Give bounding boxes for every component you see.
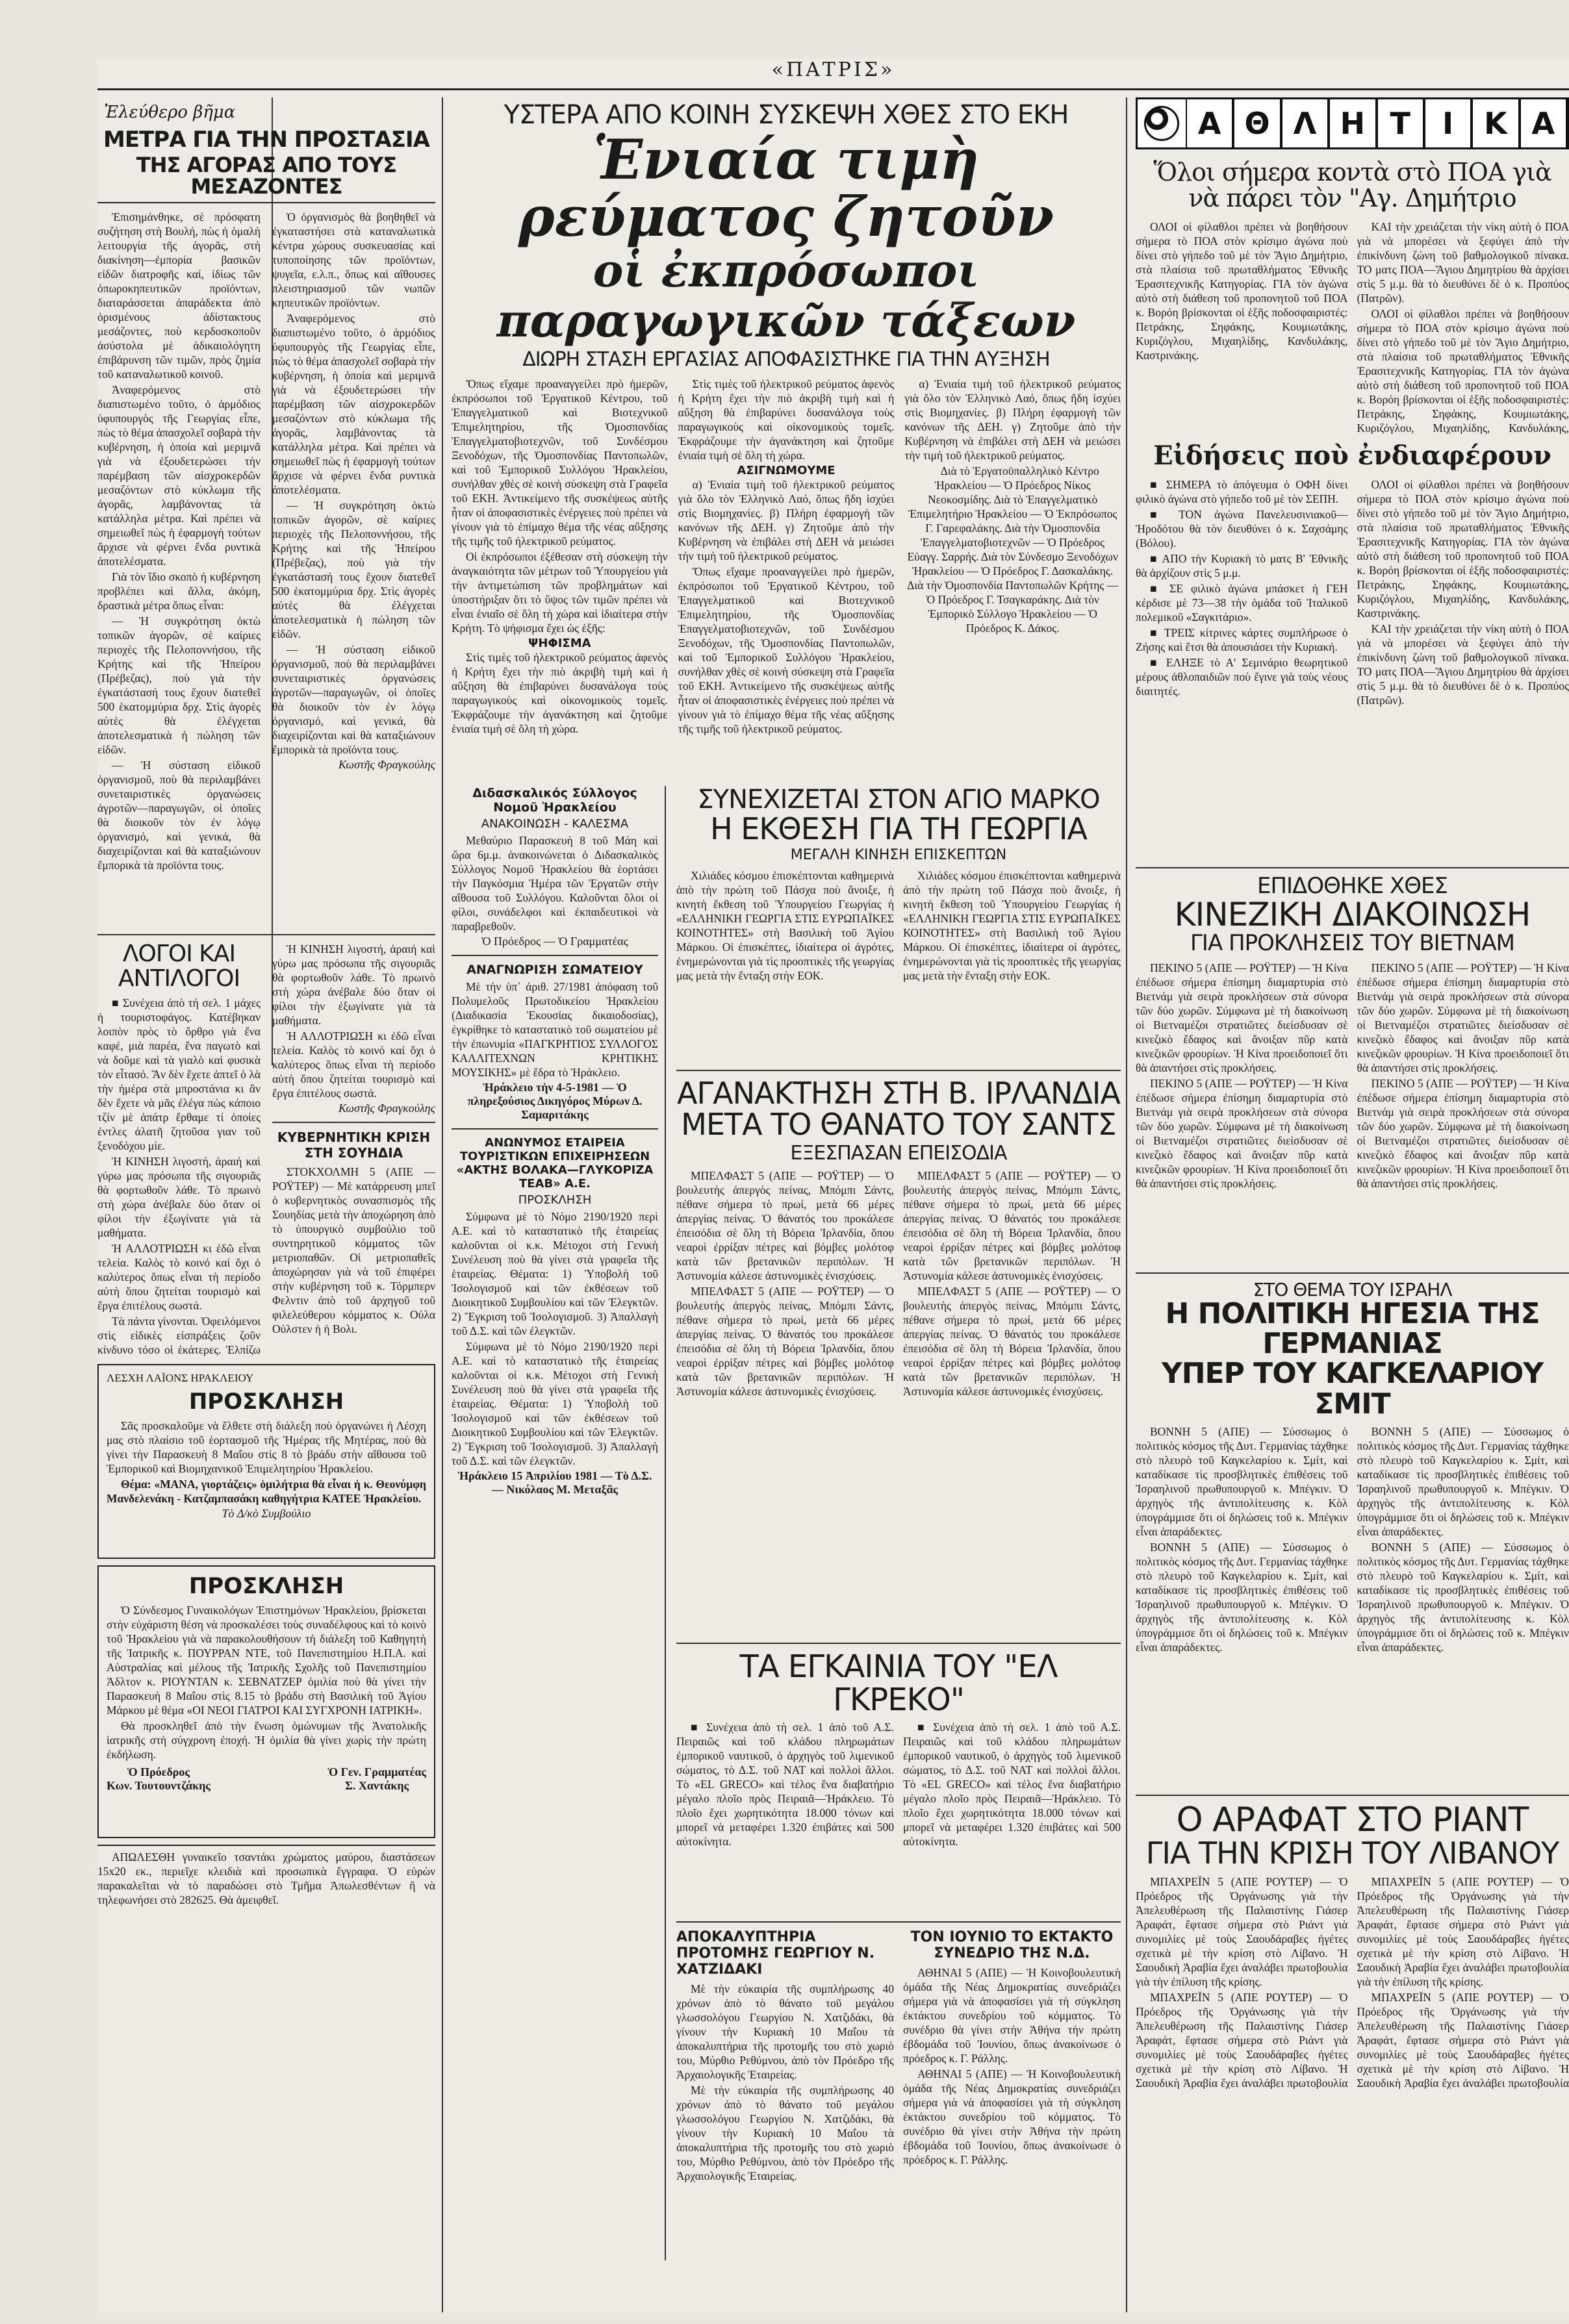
author-signature: Κωστῆς Φραγκούλης xyxy=(338,1101,435,1115)
news-item: ■ ΤΟΝ ἀγώνα Πανελευσινιακοῦ—Ἡροδότου θὰ τὸν διευθύνει ὁ κ. Σαχσάμης (Βόλου). xyxy=(1136,507,1348,549)
paragraph: Ἀναφερόμενος στὸ διαπιστωμένο τοῦτο, ὁ ἁρμόδιος ὑφυπουργὸς τῆς Γεωργίας εἶπε, πὼς τὸ θέμα ἀπασχολεῖ σοβαρὰ τὴν κυβέρνηση, ἡ ὁποία καὶ μεριμνᾶ γιὰ νὰ ἐξουδετερώσει τὴν παρέμβαση τῶν αἰσχροκερδῶν μεσαζόντων στὸ κύκλωμα τῆς ἀγορᾶς, λαμβάνοντας τὰ κατάλληλα μέτρα. Καὶ πρέπει νὰ σημειωθεῖ πὼς ἡ ἐφαρμογὴ τούτων ἄρχισε νὰ φέρνει ἔνδα ρυντικὰ ἀποτελέσματα. xyxy=(97,383,261,568)
paragraph: ΒΟΝΝΗ 5 (ΑΠΕ) — Σύσσωμος ὁ πολιτικὸς κόσμος τῆς Δυτ. Γερμανίας τάχθηκε στὸ πλευρὸ τοῦ Καγκελαρίου κ. Σμίτ, καὶ καταδίκασε τὶς προσβλητικὲς ἐπιθέσεις τοῦ Ἰσραηλινοῦ πρωθυπουργοῦ κ. Μπέγκιν. Ὁ ἀρχηγὸς τῆς ἀντιπολίτευσης κ. Κὸλ ὑπογράμμισε ὅτι οἱ δηλώσεις τοῦ κ. Μπέγκιν εἶναι ἀπαράδεκτες. xyxy=(1136,1540,1348,1654)
article-title: ΜΕΤΡΑ ΓΙΑ ΤΗΝ ΠΡΟΣΤΑΣΙΑ xyxy=(103,127,429,153)
lions-label: ΛΕΣΧΗ ΛΑΪΟΝΣ ΗΡΑΚΛΕΙΟΥ xyxy=(107,1371,254,1384)
paragraph: ΚΑΙ τὴν χρειάζεται τὴν νίκη αὐτὴ ὁ ΠΟΑ γιὰ νὰ μπορέσει νὰ ξεφύγει ἀπὸ τὴν ἐπικίνδυνη ζώνη τοῦ βαθμολογικοῦ πίνακα. ΤΟ ματς ΠΟΑ—Ἅγιου Δημητρίου θὰ ἀρχίσει στὶς 5 μ.μ. θὰ τὸ διευθύνει δὲ ὁ κ. Προπύος (Πατρῶν). xyxy=(1357,220,1569,305)
paragraph: Χιλιάδες κόσμου ἐπισκέπτονται καθημερινὰ ἀπὸ τὴν πρώτη τοῦ Πάσχα ποὺ ἄνοιξε, ἡ κινητὴ ἔκθεση τοῦ Ὑπουργείου Γεωργίας ἡ «ΕΛΛΗΝΙΚΗ ΓΕΩΡΓΙΑ ΣΤΙΣ ΕΥΡΩΠΑΪΚΕΣ ΚΟΙΝΟΤΗΤΕΣ» στὴ Βασιλικὴ τοῦ Ἁγίου Μάρκου. Οἱ ἐπισκέπτες, ἰδιαίτερα οἱ ἀγρότες, ἐνημερώνονται γιὰ τὶς προοπτικὲς τῆς γεωργίας μας μετὰ τὴν ἔνταξη στὴν ΕΟΚ. xyxy=(676,869,894,983)
article-body xyxy=(97,210,435,928)
divider xyxy=(676,1070,1121,1071)
news-body xyxy=(1136,477,1569,861)
news-item: ■ ΣΗΜΕΡΑ τὸ ἀπόγευμα ὁ ΟΦΗ δίνει φιλικὸ ἀγώνα στὸ γήπεδο τοῦ μὲ τὸν ΣΕΠΗ. xyxy=(1136,477,1348,505)
marko-sub: ΜΕΓΑΛΗ ΚΙΝΗΣΗ ΕΠΙΣΚΕΠΤΩΝ xyxy=(790,847,1007,864)
irlandia-title-line2: ΜΕΤΑ ΤΟ ΘΑΝΑΤΟ ΤΟΥ ΣΑΝΤΣ xyxy=(681,1107,1116,1143)
divider xyxy=(97,934,435,935)
arafat-title-line2: ΓΙΑ ΤΗΝ ΚΡΙΣΗ ΤΟΥ ΛΙΒΑΝΟΥ xyxy=(1145,1836,1559,1871)
paragraph: Ὅπως εἴχαμε προαναγγείλει πρὸ ἡμερῶν, ἐκπρόσωποι τοῦ Ἐργατικοῦ Κέντρου, τοῦ Ἐπαγγελματικοῦ καὶ Βιοτεχνικοῦ Ἐπιμελητηρίου, τῆς Ὁμοσπονδίας Ἐπαγγελματοβιοτεχνῶν, τοῦ Συνδέσμου Ξενοδόχων, τῆς Ὁμοσπονδίας Παντοπωλῶν, καὶ τοῦ Ἐμπορικοῦ Συλλόγου Ἡρακλείου, συνήλθαν χθὲς σὲ κοινὴ σύσκεψη στὰ Γραφεῖα τοῦ ΕΚΗ. Ἀντικείμενο τῆς συσκέψεως αὐτῆς ἦταν οἱ ἀποφασιστικὲς ἐνέργειες ποὺ πρέπει νὰ γίνουν γιὰ τὸ ἐπίμαχο θέμα τῆς νέας αὔξησης τῆς τιμῆς τοῦ ἠλεκτρικοῦ ρεύματος. xyxy=(678,564,895,735)
paragraph: ΠΕΚΙΝΟ 5 (ΑΠΕ — ΡΟΫΤΕΡ) — Ἡ Κίνα ἐπέδωσε σήμερα ἐπίσημη διαμαρτυρία στὸ Βιετνάμ γιὰ σειρὰ προκλήσεων στὰ σύνορα τῶν δύο χωρῶν. Σύμφωνα μὲ τὴ διακοίνωση οἱ Βιετναμέζοι στρατιῶτες διείσδυσαν σὲ κινεζικὸ ἔδαφος καὶ ἄνοιξαν πῦρ κατὰ κινεζικῶν φρουρίων. Ἡ Κίνα προειδοποιεῖ ὅτι θὰ ἀπαντήσει στὶς προκλήσεις. xyxy=(1357,961,1569,1074)
apok-title: ΑΠΟΚΑΛΥΠΤΗΡΙΑ ΠΡΟΤΟΜΗΣ ΓΕΩΡΓΙΟΥ Ν. ΧΑΤΖΙΔΑΚΙ xyxy=(676,1929,875,1978)
news-item: ■ ΤΡΕΙΣ κίτρινες κάρτες συμπλήρωσε ὁ Ζήσης καὶ ἔτσι θὰ ἀπουσιάσει τὴν Κυριακή. xyxy=(1136,625,1348,653)
paragraph: ΣΤΟΚΧΟΛΜΗ 5 (ΑΠΕ — ΡΟΫΤΕΡ) — Μὲ κατάρρευση μπεῖ ὁ κυβερνητικὸς συνασπισμὸς τῆς Σουηδίας μετὰ τὴν ἀποχώρηση ἀπὸ τὸ ὑπουργικὸ συμβούλιο τοῦ συντηρητικοῦ κόμματος τῶν μετριοπαθῶν. Οἱ μετριοπαθεῖς ἀποχώρησαν γιὰ νὰ τοῦ ἐπιφέρει στὴν κυβέρνηση τοῦ κ. Τόρμπερν Φελντιν ἀπὸ τοῦ ἀρχηγοῦ τοῦ φιλελεύθερου κόμματος κ. Οὐλα Οὐλστεν ἡ ἡ Βολι. xyxy=(272,1165,435,1335)
paragraph: Ὁ Σύνδεσμος Γυναικολόγων Ἐπιστημόνων Ἡρακλείου, βρίσκεται στὴν εὐχάριστη θέση νὰ προσκαλέσει τοὺς συναδέλφους καὶ τὸ κοινὸ τοῦ Ἡρακλείου γιὰ νὰ παρακολουθήσουν τὴ διάλεξη τοῦ Καθηγητὴ τῆς Ἰατρικῆς κ. ΠΟΥΡΡΑΝ ΝΤΕ, τοῦ Πανεπιστημίου Η.Π.Α. καὶ Αὐστραλίας καὶ μέλους τῆς Ἰατρικῆς Σχολῆς τοῦ Πανεπιστημίου Ἁδλτον κ. ΡΙΟΥΝΤΑΝ κ. ΣΕΒΝΑΤΖΕΡ ὁμιλία ποὺ θὰ γίνει τὴν Παρασκευὴ 8 Μαΐου στὶς 8.15 τὸ βράδυ στὴ Βασιλικὴ τοῦ Ἁγίου Μάρκου μὲ θέμα «ΟΙ ΝΕΟΙ ΓΙΑΤΡΟΙ ΚΑΙ ΣΥΓΧΡΟΝΗ ΙΑΤΡΙΚΗ». xyxy=(107,1603,426,1717)
banner-letter: Θ xyxy=(1234,99,1279,147)
dn-signature: Ὁ Πρόεδρος — Ὁ Γραμματέας xyxy=(481,934,628,948)
arafat-title: Ο ΑΡΑΦΑΤ ΣΤΟ ΡΙΑΝΤ xyxy=(1176,1800,1529,1839)
signatories: Διὰ τὸ Ἐργατοϋπαλληλικὸ Κέντρο Ἡρακλείου — Ὁ Πρόεδρος Νίκος Νεοκοσμίδης. Διὰ τὸ Ἐπαγγελματικὸ Ἐπιμελητήριο Ἡρακλείου — Ὁ Ἐκπρόσωπος Γ. Γαρεφαλάκης. Διὰ τὴν Ὁμοσπονδία Ἐπαγγελματοβιοτεχνῶν — Ὁ Πρόεδρος Εὐαγγ. Σαρρής. Διὰ τὸν Σύνδεσμο Ξενοδόχων Ἡρακλείου — Ὁ Πρόεδρος Γ. Δασκαλάκης. Διὰ τὴν Ὁμοσπονδία Παντοπωλῶν Κρήτης — Ὁ Πρόεδρος Γ. Τσαγκαράκης. Διὰ τὸν Ἐμπορικὸ Σύλλογο Ἡρακλείου — Ὁ Πρόεδρος Κ. Δάκος. xyxy=(907,464,1119,635)
irlandia-title: ΑΓΑΝΑΚΤΗΣΗ ΣΤΗ Β. ΙΡΛΑΝΔΙΑ xyxy=(677,1076,1120,1111)
paragraph: Σᾶς προσκαλοῦμε νὰ ἔλθετε στὴ διάλεξη ποὺ ὀργανώνει ἡ Λέσχη μας στὸ πλαίσιο τοῦ ἑορτασμοῦ τῆς Ἡμέρας τῆς Μητέρας, ποὺ θὰ γίνει τὴν Παρασκευὴ 8 Μαΐου στὶς 8 τὸ βράδυ στὴν αἴθουσα τοῦ Ἐμπορικοῦ καὶ Βιομηχανικοῦ Ἐπιμελητηρίου Ἡρακλείου. xyxy=(107,1419,426,1475)
logoi-title: ΛΟΓΟΙ ΚΑΙ ΑΝΤΙΛΟΓΟΙ xyxy=(118,941,240,992)
kin-title: ΕΠΙΔΟΘΗΚΕ ΧΘΕΣ xyxy=(1256,872,1448,899)
paragraph: Ὁ ὀργανισμὸς θὰ βοηθηθεῖ νὰ ἐγκαταστήσει στὰ καταναλωτικὰ κέντρα χώρους συσκευασίας καὶ τυποποίησης τῶν προϊόντων, ψυγεῖα, ε.λ.π., ὅπως καὶ αἴθουσες πλειστηριασμοῦ τῶν νωπῶν κηπευτικῶν προϊόντων. xyxy=(272,210,435,309)
paragraph: Ἡ ΑΛΛΟΤΡΙΩΣΗ κι ἐδῶ εἶναι τελεία. Καλὸς τὸ κοινό καί ὄχι ὁ καλύτερος ὅπως εἶναι τὴ περίοδο αὐτὴ ὅπου ζητείται τουρισμὸ καὶ ἔργα ἐπιτέλους σωστά. xyxy=(272,1029,435,1100)
kin-body xyxy=(1136,961,1569,1266)
dn-title: Διδασκαλικός Σύλλογος Νομοῦ Ἡρακλείου xyxy=(472,785,637,815)
paragraph: ΑΘΗΝΑΙ 5 (ΑΠΕ) — Ἡ Κοινοβουλευτικὴ ὁμάδα τῆς Νέας Δημοκρατίας συνεδριάζει σήμερα γιὰ νὰ ἀποφασίσει γιὰ τὴ σύγκληση ἐκτάκτου συνεδρίου τοῦ κόμματος. Τὸ συνέδριο θὰ γίνει στὴν Ἀθήνα τὴν πρώτη ἑβδομάδα τοῦ Ἰουνίου, ὅπως ἀνακοίνωσε ὁ πρόεδρος κ. Γ. Ράλλης. xyxy=(903,1966,1121,2065)
paragraph: Ἐπισημάνθηκε, σὲ πρόσφατη συζήτηση στὴ Βουλή, πὼς ἡ ὁμαλὴ λειτουργία τῆς ἀγορᾶς, στὴ διακίνηση—ἐμπορία βασικῶν εἰδῶν διατροφῆς καί, ἰδίως τῶν ὀπωροκηπευτικῶν προϊόντων, διαταράσσεται ἀπαράδεκτα ἀπὸ ὁρισμένους ἀδίστακτους μεσάζοντες, ποὺ κερδοσκοποῦν ἀσύστολα μὲ ἀδικαιολόγητη ἐπιβάρυνση τῶν τιμῶν, πρὸς ζημία τοῦ καταναλωτικοῦ κοινοῦ. xyxy=(97,210,261,381)
kin-title-line2: ΚΙΝΕΖΙΚΗ ΔΙΑΚΟΙΝΩΣΗ xyxy=(1174,896,1531,934)
anag-signature: Ἡράκλειο τὴν 4-5-1981 — Ὁ πληρεξούσιος Δικηγόρος Μύρων Δ. Σαμαριτάκης xyxy=(467,1080,643,1121)
isr-body xyxy=(1136,1424,1569,1788)
divider xyxy=(1136,867,1569,868)
paragraph: ΜΠΑΧΡΕΪΝ 5 (ΑΠΕ ΡΟΥΤΕΡ) — Ὁ Πρόεδρος τῆς Ὀργάνωσης γιὰ τὴν Ἀπελευθέρωση τῆς Παλαιστίνης Γιάσερ Ἀραφάτ, ἔφτασε σήμερα στὸ Ριάντ γιὰ συνομιλίες μὲ τοὺς Σαουδάραβες ἡγέτες σχετικὰ μὲ τὴν κρίση στὸ Λίβανο. Ἡ Σαουδικὴ Ἀραβία ἔχει ἀναλάβει πρωτοβουλία xyxy=(1357,1990,1569,2089)
paragraph: Ἡ ΚΙΝΗΣΗ λιγοστή, ἀραιή καὶ γύρω μας πρόσωπα τῆς σιγουριᾶς θὰ φορτωθοῦν λάθε. Τὸ πρωινὸ στὴ χώρα ἀνέβαλε δύο ὄταν οἱ φίλοι τὴν ἐξωγίνατε γιὰ τὰ μαθήματα. xyxy=(272,942,435,1027)
banner-letter: Τ xyxy=(1378,99,1423,147)
lead-kicker: ΥΣΤΕΡΑ ΑΠΟ ΚΟΙΝΗ ΣΥΣΚΕΨΗ ΧΘΕΣ ΣΤΟ ΕΚΗ xyxy=(504,100,1069,130)
paragraph: α) Ἑνιαία τιμὴ τοῦ ἠλεκτρικοῦ ρεύματος γιὰ ὅλο τὸν Ἑλληνικὸ Λαό, ὅπως ἤδη ἰσχύει στὶς Βιομηχανίες. β) Πλήρη ἐφαρμογὴ τῶν κανόνων τῆς ΔΕΗ. γ) Ζητοῦμε ἀπὸ τὴν Κυβέρνηση νὰ ἐπιβάλει στὴ ΔΕΗ νὰ μειώσει τὴν τιμὴ τοῦ ἠλεκτρικοῦ ρεύματος. xyxy=(904,377,1121,462)
paragraph: Ἡ ΑΛΛΟΤΡΙΩΣΗ κι ἐδῶ εἶναι τελεία. Καλὸς τὸ κοινό καί ὄχι ὁ καλύτερος ὅπως εἶναι τὴ περίοδο αὐτὴ ὅπου ζητείται τουρισμὸ καὶ ἔργα ἐπιτέλους σωστά. xyxy=(97,1242,261,1313)
news-item: ■ ΑΠΟ τὴν Κυριακὴ τὸ ματς Β' Ἐθνικῆς θὰ ἀρχίζουν στὶς 5 μ.μ. xyxy=(1136,551,1348,579)
kin-title-line3: ΓΙΑ ΠΡΟΚΛΗΣΕΙΣ ΤΟΥ ΒΙΕΤΝΑΜ xyxy=(1190,929,1514,956)
paragraph: ΜΠΕΛΦΑΣΤ 5 (ΑΠΕ — ΡΟΫΤΕΡ) — Ὁ βουλευτὴς ἀπεργὸς πείνας, Μπόμπι Σάντς, πέθανε σήμερα τὸ πρωί, μετὰ 66 μέρες ἀπεργίας πείνας. Ὁ θάνατός του προκάλεσε ἐπεισόδια σὲ ὅλη τὴ Βόρεια Ἰρλανδία, ὅπου νεαροὶ ἐρρίξαν πέτρες καὶ βόμβες μολότοφ κατὰ τῶν βρετανικῶν περιπόλων. Ἡ Ἀστυνομία κάλεσε ἀστυνομικὲς ἐνισχύσεις. xyxy=(676,1285,894,1398)
paragraph: Μὲ τὴν εὐκαιρία τῆς συμπλήρωσης 40 χρόνων ἀπὸ τὸ θάνατο τοῦ μεγάλου γλωσσολόγου Γεωργίου Ν. Χατζιδάκι, θὰ γίνουν τὴν Κυριακὴ 10 Μαΐου τὰ ἀποκαλυπτήρια τῆς προτομῆς του στὸ χωριὸ του, Μύρθιο Ρεθύμνου, ἀπὸ τὸν Πρόεδρο τῆς Ἀρχαιολογικῆς Ἑταιρείας. xyxy=(676,1982,894,2082)
news-item: ■ ΕΛΗΞΕ τὸ Α' Σεμινάριο θεωρητικοῦ μέρους ἀθλοπαιδιῶν ποὺ ἔγινε γιὰ τοὺς νέους διαιτητές. xyxy=(1136,655,1348,698)
paragraph: ΒΟΝΝΗ 5 (ΑΠΕ) — Σύσσωμος ὁ πολιτικὸς κόσμος τῆς Δυτ. Γερμανίας τάχθηκε στὸ πλευρὸ τοῦ Καγκελαρίου κ. Σμίτ, καὶ καταδίκασε τὶς προσβλητικὲς ἐπιθέσεις τοῦ Ἰσραηλινοῦ πρωθυπουργοῦ κ. Μπέγκιν. Ὁ ἀρχηγὸς τῆς ἀντιπολίτευσης κ. Κὸλ ὑπογράμμισε ὅτι οἱ δηλώσεις τοῦ κ. Μπέγκιν εἶναι ἀπαράδεκτες. xyxy=(1357,1540,1569,1654)
marko-title: ΣΥΝΕΧΙΖΕΤΑΙ ΣΤΟΝ ΑΓΙΟ ΜΑΡΚΟ xyxy=(697,785,1100,815)
asignomoume-label: ΑΣΙΓΝΩΜΟΥΜΕ xyxy=(737,463,836,477)
lead-subtitle: ΔΙΩΡΗ ΣΤΑΣΗ ΕΡΓΑΣΙΑΣ ΑΠΟΦΑΣΙΣΤΗΚΕ ΓΙΑ ΤΗΝ ΑΥΞΗΣΗ xyxy=(522,348,1050,372)
left-column xyxy=(97,97,435,2312)
paragraph: — Ἡ συγκρότηση ὀκτὼ τοπικῶν ἀγορῶν, σὲ καίριες περιοχὲς τῆς Πελοποννήσου, τῆς Κρήτης καὶ τῆς Ἠπείρου (Πρέβεζας), ποὺ γιὰ τὴν ἐγκατάστασή τους ἔχουν διατεθεῖ 500 ἑκατομμύρια δρχ. Στὶς ἀγορὲς αὐτὲς θὰ ἐλέγχεται ἀποτελεσματικὰ ἡ πώληση τῶν εἰδῶν. xyxy=(272,498,435,640)
banner-letter: Α xyxy=(1187,99,1232,147)
paragraph: — Ἡ συγκρότηση ὀκτὼ τοπικῶν ἀγορῶν, σὲ καίριες περιοχὲς τῆς Πελοποννήσου, τῆς Κρήτης καὶ τῆς Ἠπείρου (Πρέβεζας), ποὺ γιὰ τὴν ἐγκατάστασή τους ἔχουν διατεθεῖ 500 ἑκατομμύρια δρχ. Στὶς ἀγορὲς αὐτὲς θὰ ἐλέγχεται ἀποτελεσματικὰ ἡ πώληση τῶν εἰδῶν. xyxy=(97,614,261,756)
divider xyxy=(272,1122,435,1123)
banner-letter: Λ xyxy=(1282,99,1327,147)
divider xyxy=(452,1128,658,1130)
opinion-kicker: Ἐλεύθερο βῆμα xyxy=(104,103,236,122)
lions-notice xyxy=(97,1364,435,1559)
psifisma-label: ΨΗΦΙΣΜΑ xyxy=(528,636,591,650)
paragraph: ΒΟΝΝΗ 5 (ΑΠΕ) — Σύσσωμος ὁ πολιτικὸς κόσμος τῆς Δυτ. Γερμανίας τάχθηκε στὸ πλευρὸ τοῦ Καγκελαρίου κ. Σμίτ, καὶ καταδίκασε τὶς προσβλητικὲς ἐπιθέσεις τοῦ Ἰσραηλινοῦ πρωθυπουργοῦ κ. Μπέγκιν. Ὁ ἀρχηγὸς τῆς ἀντιπολίτευσης κ. Κὸλ ὑπογράμμισε ὅτι οἱ δηλώσεις τοῦ κ. Μπέγκιν εἶναι ἀπαράδεκτες. xyxy=(1136,1424,1348,1538)
paragraph: ■ Συνέχεια ἀπὸ τή σελ. 1 μάχες ἡ τουριστοφάγος. Κατέβηκαν λοιπὸν πρὸς τὸ ὄρθρο γιὰ ἕνα καφέ, μιὰ παρέα, ἕνα παγωτὸ καὶ νὰ δοῦμε καὶ τὰ γιαλὸ καὶ φυσικὰ τὸν εἶτασό. Ἂν δὲν ἔχετε ἀπτεῖ ὁ λὰ τὴν ἡμέρα στὰ μπροστάνια κι ἂν δὲν ἔχετε νὰ μᾶς ἐλέγα πὼς κάποιο τζίν μὲ ἀπάτρ ἔρθαμε τί ὁποίες ἐντλες ἀλατῆ ζητοῦσα γιαν τοῦ ξενοδόχου μίε. xyxy=(97,996,261,1153)
isr-label: ΣΤΟ ΘΕΜΑ ΤΟΥ ΙΣΡΑΗΛ xyxy=(1253,1278,1452,1300)
paragraph: Ἡ ΚΙΝΗΣΗ λιγοστή, ἀραιή καὶ γύρω μας πρόσωπα τῆς σιγουριᾶς θὰ φορτωθοῦν λάθε. Τὸ πρωινὸ στὴ χώρα ἀνέβαλε δύο ὄταν οἱ φίλοι τὴν ἐξωγίνατε γιὰ τὰ μαθήματα. xyxy=(97,1155,261,1240)
paragraph: Μὲ τὴν εὐκαιρία τῆς συμπλήρωσης 40 χρόνων ἀπὸ τὸ θάνατο τοῦ μεγάλου γλωσσολόγου Γεωργίου Ν. Χατζιδάκι, θὰ γίνουν τὴν Κυριακὴ 10 Μαΐου τὰ ἀποκαλυπτήρια τῆς προτομῆς του στὸ χωριὸ του, Μύρθιο Ρεθύμνου, ἀπὸ τὸν Πρόεδρο τῆς Ἀρχαιολογικῆς Ἑταιρείας. xyxy=(676,2084,894,2183)
notice-title: ΠΡΟΣΚΛΗΣΗ xyxy=(188,1572,344,1599)
center-lower xyxy=(452,786,1121,2260)
paragraph: ΠΕΚΙΝΟ 5 (ΑΠΕ — ΡΟΫΤΕΡ) — Ἡ Κίνα ἐπέδωσε σήμερα ἐπίσημη διαμαρτυρία στὸ Βιετνάμ γιὰ σειρὰ προκλήσεων στὰ σύνορα τῶν δύο χωρῶν. Σύμφωνα μὲ τὴ διακοίνωση οἱ Βιετναμέζοι στρατιῶτες διείσδυσαν σὲ κινεζικὸ ἔδαφος καὶ ἄνοιξαν πῦρ κατὰ κινεζικῶν φρουρίων. Ἡ Κίνα προειδοποιεῖ ὅτι θὰ ἀπαντήσει στὶς προκλήσεις. xyxy=(1136,1076,1348,1190)
logoi-section xyxy=(97,942,435,1358)
paragraph: Θέμα: «ΜΑΝΑ, γιορτάζεις» ὁμιλήτρια θὰ εἶναι ἡ κ. Θεονύμφη Μανδελενάκη - Κατζαμπασάκη καθηγήτρια ΚΑΤΕΕ Ἡρακλείου. xyxy=(107,1477,426,1505)
paragraph: Στὶς τιμὲς τοῦ ἠλεκτρικοῦ ρεύματος ἀφενὸς ἡ Κρήτη ἔχει τὴν πιὸ ἀκριβὴ τιμὴ καὶ ἡ αὔξηση θὰ ἐπιβαρύνει δυσανάλογα τοὺς παραγωγικοὺς καὶ οἰκονομικοὺς τομεῖς. Ἐκφράζουμε τὴν ἀγανάκτηση καὶ ζητοῦμε ἑνιαία τιμὴ σὲ ὅλη τὴ χώρα. xyxy=(452,650,668,735)
paragraph: ΜΠΕΛΦΑΣΤ 5 (ΑΠΕ — ΡΟΫΤΕΡ) — Ὁ βουλευτὴς ἀπεργὸς πείνας, Μπόμπι Σάντς, πέθανε σήμερα τὸ πρωί, μετὰ 66 μέρες ἀπεργίας πείνας. Ὁ θάνατός του προκάλεσε ἐπεισόδια σὲ ὅλη τὴ Βόρεια Ἰρλανδία, ὅπου νεαροὶ ἐρρίξαν πέτρες καὶ βόμβες μολότοφ κατὰ τῶν βρετανικῶν περιπόλων. Ἡ Ἀστυνομία κάλεσε ἀστυνομικὲς ἐνισχύσεις. xyxy=(903,1169,1121,1283)
center-left-subcolumn xyxy=(452,786,666,2260)
news-title: Εἰδήσεις ποὺ ἐνδιαφέρουν xyxy=(1153,440,1551,471)
isr-title: Η ΠΟΛΙΤΙΚΗ ΗΓΕΣΙΑ ΤΗΣ ΓΕΡΜΑΝΙΑΣ xyxy=(1165,1297,1540,1361)
paragraph: Σύμφωνα μὲ τὸ Νόμο 2190/1920 περὶ Α.Ε. καὶ τὸ καταστατικὸ τῆς ἑταιρείας καλοῦνται οἱ κ.κ. Μέτοχοι στὴ Γενικὴ Συνέλευση ποὺ θὰ γίνει στὰ γραφεῖα τῆς ἑταιρείας. Θέματα: 1) Ὑποβολὴ τοῦ Ἰσολογισμοῦ καὶ τῶν ἐκθέσεων τοῦ Διοικητικοῦ Συμβουλίου καὶ τῶν Ἐλεγκτῶν. 2) Ἔγκριση τοῦ Ἰσολογισμοῦ. 3) Ἀπαλλαγὴ τοῦ Δ.Σ. καὶ τῶν ἐλεγκτῶν. xyxy=(452,1339,658,1467)
lead-body xyxy=(452,377,1121,779)
paragraph: α) Ἑνιαία τιμὴ τοῦ ἠλεκτρικοῦ ρεύματος γιὰ ὅλο τὸν Ἑλληνικὸ Λαό, ὅπως ἤδη ἰσχύει στὶς Βιομηχανίες. β) Πλήρη ἐφαρμογὴ τῶν κανόνων τῆς ΔΕΗ. γ) Ζητοῦμε ἀπὸ τὴν Κυβέρνηση νὰ ἐπιβάλει στὴ ΔΕΗ νὰ μειώσει τὴν τιμὴ τοῦ ἠλεκτρικοῦ ρεύματος. xyxy=(678,477,895,562)
newspaper-page xyxy=(97,58,1569,2312)
kyb-title: ΚΥΒΕΡΝΗΤΙΚΗ ΚΡΙΣΗ ΣΤΗ ΣΟΥΗΔΙΑ xyxy=(277,1129,431,1161)
paragraph: ΑΠΩΛΕΣΘΗ γυναικεῖο τσαντάκι χρώματος μαύρου, διαστάσεων 15x20 εκ., περιεῖχε κλειδιὰ καὶ προσωπικὰ ἔγγραφα. Ὁ εὑρὼν παρακαλεῖται νὰ τὸ παραδώσει στὸ Τμῆμα Ἀπωλεσθέντων ἢ νὰ τηλεφωνήσει στὸ 282625. Θὰ ἀμειφθεῖ. xyxy=(97,1850,435,1906)
paragraph: ΑΘΗΝΑΙ 5 (ΑΠΕ) — Ἡ Κοινοβουλευτικὴ ὁμάδα τῆς Νέας Δημοκρατίας συνεδριάζει σήμερα γιὰ νὰ ἀποφασίσει γιὰ τὴ σύγκληση ἐκτάκτου συνεδρίου τοῦ κόμματος. Τὸ συνέδριο θὰ γίνει στὴν Ἀθήνα τὴν πρώτη ἑβδομάδα τοῦ Ἰουνίου, ὅπως ἀνακοίνωσε ὁ πρόεδρος κ. Γ. Ράλλης. xyxy=(903,2067,1121,2167)
divider xyxy=(1136,1795,1569,1796)
paragraph: — Ἡ σύσταση εἰδικοῦ ὀργανισμοῦ, ποὺ θὰ περιλαμβάνει συνεταιριστικὲς ὀργανώσεις ἀγροτῶν—παραγωγῶν, οἱ ὁποῖες θὰ διοικοῦν τὸν ἐν λόγῳ ὀργανισμό, καὶ γενικά, θὰ διαχειρίζονται καὶ θὰ καταξιώνουν ἔμπορικὰ τὰ προϊόντα τους. xyxy=(97,758,261,872)
column-rule xyxy=(442,97,443,2312)
center-column xyxy=(452,97,1121,2312)
paragraph: ■ Συνέχεια ἀπὸ τὴ σελ. 1 ἀπὸ τοῦ Α.Σ. Πειραιῶς καὶ τοῦ κλάδου πληρωμάτων ἐμπορικοῦ ναυτικοῦ, ὁ ἀρχηγὸς τοῦ λιμενικοῦ σώματος, τὸ Δ.Σ. τοῦ ΝΑΤ καὶ πολλοὶ ἄλλοι. Τὸ «EL GRECO» καὶ τέλος ἕνα διαβατήριο μέγαλο πλοῖο πρὸς Πειραιᾶ—Ἡράκλειο. Τὸ πλοῖο ἔχει χωρητικότητα 18.000 τόνων καὶ μπορεῖ νὰ μεταφέρει 1.320 ἐπιβάτες καὶ 500 αὐτοκίνητα. xyxy=(676,1721,894,1849)
author-signature: Κωστῆς Φραγκούλης xyxy=(338,757,435,771)
news-item: ■ ΣΕ φιλικὸ ἀγώνα μπάσκετ ἡ ΓΕΗ κέρδισε μὲ 73—38 τὴν ὁμάδα τοῦ Ἰταλικοῦ πολεμικοῦ «Σαγκιτάριο». xyxy=(1136,581,1348,624)
greco-title: ΤΑ ΕΓΚΑΙΝΙΑ ΤΟΥ "ΕΛ ΓΚΡΕΚΟ" xyxy=(739,1648,1058,1718)
paragraph: Ἀναφερόμενος στὸ διαπιστωμένο τοῦτο, ὁ ἁρμόδιος ὑφυπουργὸς τῆς Γεωργίας εἶπε, πὼς τὸ θέμα ἀπασχολεῖ σοβαρὰ τὴν κυβέρνηση, ἡ ὁποία καὶ μεριμνᾶ γιὰ νὰ ἐξουδετερώσει τὴν παρέμβαση τῶν αἰσχροκερδῶν μεσαζόντων στὸ κύκλωμα τῆς ἀγορᾶς, λαμβάνοντας τὰ κατάλληλα μέτρα. Καὶ πρέπει νὰ σημειωθεῖ πὼς ἡ ἐφαρμογὴ τούτων ἄρχισε νὰ φέρνει ἔνδα ρυντικὰ ἀποτελέσματα. xyxy=(272,311,435,496)
banner-letter: Α xyxy=(1521,99,1566,147)
football-icon xyxy=(1138,99,1186,147)
paragraph: ΜΠΕΛΦΑΣΤ 5 (ΑΠΕ — ΡΟΫΤΕΡ) — Ὁ βουλευτὴς ἀπεργὸς πείνας, Μπόμπι Σάντς, πέθανε σήμερα τὸ πρωί, μετὰ 66 μέρες ἀπεργίας πείνας. Ὁ θάνατός του προκάλεσε ἐπεισόδια σὲ ὅλη τὴ Βόρεια Ἰρλανδία, ὅπου νεαροὶ ἐρρίξαν πέτρες καὶ βόμβες μολότοφ κατὰ τῶν βρετανικῶν περιπόλων. Ἡ Ἀστυνομία κάλεσε ἀστυνομικὲς ἐνισχύσεις. xyxy=(903,1285,1121,1398)
paragraph: Μεθαύριο Παρασκευὴ 8 τοῦ Μάη καὶ ὥρα 6μ.μ. ἀνακοινώνεται ὁ Διδασκαλικὸς Σύλλογος Νομοῦ Ἡρακλείου θὰ ἑορτάσει τὴν Παγκόσμια Ἡμέρα τῶν Ἐργατῶν στὴν αἴθουσα τοῦ Συλλόγου. Καλοῦνται ὅλοι οἱ φίλοι, συνάδελφοι καὶ ἐκπαιδευτικοὶ νὰ παραβρεθοῦν. xyxy=(452,833,658,933)
banner-letter: Η xyxy=(1330,99,1375,147)
paragraph: Οἱ ἐκπρόσωποι ἐξέθεσαν στὴ σύσκεψη τὴν ἀναγκαιότητα τῶν μέτρων τοῦ Ὑπουργείου γιὰ τὴν ἀντιμετώπιση τῶν προβλημάτων καὶ ὑποστήριξαν ὅτι τὸ ὕψος τῶν τιμῶν πρέπει νὰ εἶναι ἑνιαῖο σὲ ὅλη τὴ χώρα καὶ ἰδιαίτερα στὴν Κρήτη. Τὸ ψήφισμα ἔχει ὡς ἑξῆς: xyxy=(452,549,668,635)
divider xyxy=(1136,1272,1569,1274)
paragraph: Στὶς τιμὲς τοῦ ἠλεκτρικοῦ ρεύματος ἀφενὸς ἡ Κρήτη ἔχει τὴν πιὸ ἀκριβὴ τιμὴ καὶ ἡ αὔξηση θὰ ἐπιβαρύνει δυσανάλογα τοὺς παραγωγικοὺς καὶ οἰκονομικοὺς τομεῖς. Ἐκφράζουμε τὴν ἀγανάκτηση καὶ ζητοῦμε ἑνιαία τιμὴ σὲ ὅλη τὴ χώρα. xyxy=(678,377,895,462)
lead-headline: Ἑνιαία τιμὴ ρεύματος ζητοῦν xyxy=(518,127,1054,249)
paragraph: Τὰ πάντα γίνονται. Ὀφειλόμενοι στὶς εἰδικὲς εἰσπράξεις ζοῦν κίνδυνο τόσο οἱ ἑκάτερες. Ἐλπίζω xyxy=(97,1315,261,1357)
notice-signature: Τὸ Δ/κὸ Συμβούλιο xyxy=(222,1506,311,1520)
divider xyxy=(452,955,658,956)
poa-title: Ὅλοι σήμερα κοντὰ στὸ ΠΟΑ γιὰ νὰ πάρει τὸν "Αγ. Δημήτριο xyxy=(1153,158,1551,212)
paragraph: Σύμφωνα μὲ τὸ Νόμο 2190/1920 περὶ Α.Ε. καὶ τὸ καταστατικὸ τῆς ἑταιρείας καλοῦνται οἱ κ.κ. Μέτοχοι στὴ Γενικὴ Συνέλευση ποὺ θὰ γίνει στὰ γραφεῖα τῆς ἑταιρείας. Θέματα: 1) Ὑποβολὴ τοῦ Ἰσολογισμοῦ καὶ τῶν ἐκθέσεων τοῦ Διοικητικοῦ Συμβουλίου καὶ τῶν Ἐλεγκτῶν. 2) Ἔγκριση τοῦ Ἰσολογισμοῦ. 3) Ἀπαλλαγὴ τοῦ Δ.Σ. καὶ τῶν ἐλεγκτῶν. xyxy=(452,1209,658,1337)
toni-title: ΤΟΝ ΙΟΥΝΙΟ ΤΟ ΕΚΤΑΚΤΟ ΣΥΝΕΔΡΙΟ ΤΗΣ Ν.Δ. xyxy=(910,1929,1114,1962)
paragraph: ΒΟΝΝΗ 5 (ΑΠΕ) — Σύσσωμος ὁ πολιτικὸς κόσμος τῆς Δυτ. Γερμανίας τάχθηκε στὸ πλευρὸ τοῦ Καγκελαρίου κ. Σμίτ, καὶ καταδίκασε τὶς προσβλητικὲς ἐπιθέσεις τοῦ Ἰσραηλινοῦ πρωθυπουργοῦ κ. Μπέγκιν. Ὁ ἀρχηγὸς τῆς ἀντιπολίτευσης κ. Κὸλ ὑπογράμμισε ὅτι οἱ δηλώσεις τοῦ κ. Μπέγκιν εἶναι ἀπαράδεκτες. xyxy=(1357,1424,1569,1538)
arafat-body xyxy=(1136,1875,1569,2089)
lost-notice xyxy=(97,1845,435,1907)
signature-right: Ὁ Γεν. Γραμματέας Σ. Χαντάκης xyxy=(327,1765,426,1792)
divider xyxy=(676,1921,1121,1923)
paragraph: Θὰ προσκληθεῖ ἀπὸ τὴν ἕνωση ὁμώνυμων τῆς Ἀνατολικῆς ἰατρικῆς στὴ σύγχρονη ἐποχή. Ἡ ὁμιλία θὰ γίνει χωρὶς τὴν πρώτη ἐκδήλωση. xyxy=(107,1719,426,1761)
masthead: «ΠΑΤΡΙΣ» xyxy=(771,58,895,81)
anon-title: ΑΝΩΝΥΜΟΣ ΕΤΑΙΡΕΙΑ ΤΟΥΡΙΣΤΙΚΩΝ ΕΠΙΧΕΙΡΗΣΕΩΝ «ΑΚΤΗΣ ΒΟΛΑΚΑ—ΓΛΥΚΟΡΙΖΑ ΤΕΑΒ» Α.Ε. xyxy=(456,1135,654,1191)
anag-title: ΑΝΑΓΝΩΡΙΣΗ ΣΩΜΑΤΕΙΟΥ xyxy=(466,962,643,977)
marko-title-line2: Η ΕΚΘΕΣΗ ΓΙΑ ΤΗ ΓΕΩΡΓΙΑ xyxy=(710,811,1087,846)
paragraph: ΠΕΚΙΝΟ 5 (ΑΠΕ — ΡΟΫΤΕΡ) — Ἡ Κίνα ἐπέδωσε σήμερα ἐπίσημη διαμαρτυρία στὸ Βιετνάμ γιὰ σειρὰ προκλήσεων στὰ σύνορα τῶν δύο χωρῶν. Σύμφωνα μὲ τὴ διακοίνωση οἱ Βιετναμέζοι στρατιῶτες διείσδυσαν σὲ κινεζικὸ ἔδαφος καὶ ἄνοιξαν πῦρ κατὰ κινεζικῶν φρουρίων. Ἡ Κίνα προειδοποιεῖ ὅτι θὰ ἀπαντήσει στὶς προκλήσεις. xyxy=(1357,1076,1569,1190)
paragraph: Ὅπως εἴχαμε προαναγγείλει πρὸ ἡμερῶν, ἐκπρόσωποι τοῦ Ἐργατικοῦ Κέντρου, τοῦ Ἐπαγγελματικοῦ καὶ Βιοτεχνικοῦ Ἐπιμελητηρίου, τῆς Ὁμοσπονδίας Ἐπαγγελματοβιοτεχνῶν, τοῦ Συνδέσμου Ξενοδόχων, τῆς Ὁμοσπονδίας Παντοπωλῶν, καὶ τοῦ Ἐμπορικοῦ Συλλόγου Ἡρακλείου, συνήλθαν χθὲς σὲ κοινὴ σύσκεψη στὰ Γραφεῖα τοῦ ΕΚΗ. Ἀντικείμενο τῆς συσκέψεως αὐτῆς ἦταν οἱ ἀποφασιστικὲς ἐνέργειες ποὺ πρέπει νὰ γίνουν γιὰ τὸ ἐπίμαχο θέμα τῆς νέας αὔξησης τῆς τιμῆς τοῦ ἠλεκτρικοῦ ρεύματος. xyxy=(452,377,668,548)
gyn-notice xyxy=(97,1565,435,1838)
poa-body xyxy=(1136,220,1569,434)
banner-letter: Ι xyxy=(1425,99,1470,147)
paragraph: ΠΕΚΙΝΟ 5 (ΑΠΕ — ΡΟΫΤΕΡ) — Ἡ Κίνα ἐπέδωσε σήμερα ἐπίσημη διαμαρτυρία στὸ Βιετνάμ γιὰ σειρὰ προκλήσεων στὰ σύνορα τῶν δύο χωρῶν. Σύμφωνα μὲ τὴ διακοίνωση οἱ Βιετναμέζοι στρατιῶτες διείσδυσαν σὲ κινεζικὸ ἔδαφος καὶ ἄνοιξαν πῦρ κατὰ κινεζικῶν φρουρίων. Ἡ Κίνα προειδοποιεῖ ὅτι θὰ ἀπαντήσει στὶς προκλήσεις. xyxy=(1136,961,1348,1074)
dn-sub: ΑΝΑΚΟΙΝΩΣΗ - ΚΑΛΕΣΜΑ xyxy=(481,816,629,831)
paragraph: ΜΠΑΧΡΕΪΝ 5 (ΑΠΕ ΡΟΥΤΕΡ) — Ὁ Πρόεδρος τῆς Ὀργάνωσης γιὰ τὴν Ἀπελευθέρωση τῆς Παλαιστίνης Γιάσερ Ἀραφάτ, ἔφτασε σήμερα στὸ Ριάντ γιὰ συνομιλίες μὲ τοὺς Σαουδάραβες ἡγέτες σχετικὰ μὲ τὴν κρίση στὸ Λίβανο. Ἡ Σαουδικὴ Ἀραβία ἔχει ἀναλάβει πρωτοβουλία xyxy=(1136,1990,1348,2089)
paragraph: ΜΠΑΧΡΕΪΝ 5 (ΑΠΕ ΡΟΥΤΕΡ) — Ὁ Πρόεδρος τῆς Ὀργάνωσης γιὰ τὴν Ἀπελευθέρωση τῆς Παλαιστίνης Γιάσερ Ἀραφάτ, ἔφτασε σήμερα στὸ Ριάντ γιὰ συνομιλίες μὲ τοὺς Σαουδάραβες ἡγέτες σχετικὰ μὲ τὴν κρίση στὸ Λίβανο. Ἡ Σαουδικὴ Ἀραβία ἔχει ἀναλάβει πρωτοβουλία γιὰ τὴν ἐπίλυση τῆς κρίσης. xyxy=(1357,1875,1569,1988)
paragraph: ΜΠΕΛΦΑΣΤ 5 (ΑΠΕ — ΡΟΫΤΕΡ) — Ὁ βουλευτὴς ἀπεργὸς πείνας, Μπόμπι Σάντς, πέθανε σήμερα τὸ πρωί, μετὰ 66 μέρες ἀπεργίας πείνας. Ὁ θάνατός του προκάλεσε ἐπεισόδια σὲ ὅλη τὴ Βόρεια Ἰρλανδία, ὅπου νεαροὶ ἐρρίξαν πέτρες καὶ βόμβες μολότοφ κατὰ τῶν βρετανικῶν περιπόλων. Ἡ Ἀστυνομία κάλεσε ἀστυνομικὲς ἐνισχύσεις. xyxy=(676,1169,894,1283)
irlandia-sub: ΕΞΕΣΠΑΣΑΝ ΕΠΕΙΣΟΔΙΑ xyxy=(790,1141,1007,1165)
banner-letter: Κ xyxy=(1473,99,1518,147)
article-title-line2: ΤΗΣ ΑΓΟΡΑΣ ΑΠΟ ΤΟΥΣ ΜΕΣΑΖΟΝΤΕΣ xyxy=(97,155,435,203)
paragraph: ΚΑΙ τὴν χρειάζεται τὴν νίκη αὐτὴ ὁ ΠΟΑ γιὰ νὰ μπορέσει νὰ ξεφύγει ἀπὸ τὴν ἐπικίνδυνη ζώνη τοῦ βαθμολογικοῦ πίνακα. ΤΟ ματς ΠΟΑ—Ἅγιου Δημητρίου θὰ ἀρχίσει στὶς 5 μ.μ. θὰ τὸ διευθύνει δὲ ὁ κ. Προπύος (Πατρῶν). xyxy=(1357,622,1569,707)
isr-title-line2: ΥΠΕΡ ΤΟΥ ΚΑΓΚΕΛΑΡΙΟΥ ΣΜΙΤ xyxy=(1161,1357,1544,1421)
paragraph: ΟΛΟΙ οἱ φίλαθλοι πρέπει νὰ βοηθήσουν σήμερα τὸ ΠΟΑ στὸν κρίσιμο ἀγώνα ποὺ δίνει στὸ γήπεδο τοῦ μὲ τὸν Ἅγιο Δημήτριο, στὰ πλαίσια τοῦ πρωταθλήματος Ἐθνικῆς Ἐρασιτεχνικῆς Κατηγορίας. ΓΙΑ τὸν ἀγώνα αὐτὸ στὴ διάθεση τοῦ προπονητοῦ τοῦ ΠΟΑ κ. Βορόη βρίσκονται οἱ ἑξῆς ποδοσφαιριστές: Πετράκης, Σηφάκης, Κουμιωτάκης, Κυριζόγλου, Μιχαηλίδης, Κανδυλάκης, Καστρινάκης. xyxy=(1357,477,1569,620)
lead-headline-line2: οἱ ἐκπρόσωποι παραγωγικῶν τάξεων xyxy=(496,244,1076,348)
paragraph: Γιὰ τὸν ἴδιο σκοπὸ ἡ κυβέρνηση προβλέπει καὶ ἄλλα, ἀκόμη, δραστικὰ μέτρα ὅπως εἶναι: xyxy=(97,570,261,612)
paragraph: Μὲ τὴν ὑπ᾿ ἀριθ. 27/1981 ἀπόφαση τοῦ Πολυμελοῦς Πρωτοδικείου Ἡρακλείου (Διαδικασία Ἑκουσίας δικαιοδοσίας), ἐγκρίθηκε τὸ καταστατικὸ τοῦ σωματείου μὲ τὴν ἐπωνυμία «ΠΑΓΚΡΗΤΙΟΣ ΣΥΛΛΟΓΟΣ ΚΑΛΛΙΤΕΧΝΩΝ ΚΡΗΤΙΚΗΣ ΜΟΥΣΙΚΗΣ» μὲ ἕδρα τὸ Ἡράκλειο. xyxy=(452,979,658,1079)
top-rule xyxy=(97,88,1569,90)
paragraph: ■ Συνέχεια ἀπὸ τὴ σελ. 1 ἀπὸ τοῦ Α.Σ. Πειραιῶς καὶ τοῦ κλάδου πληρωμάτων ἐμπορικοῦ ναυτικοῦ, ὁ ἀρχηγὸς τοῦ λιμενικοῦ σώματος, τὸ Δ.Σ. τοῦ ΝΑΤ καὶ πολλοὶ ἄλλοι. Τὸ «EL GRECO» καὶ τέλος ἕνα διαβατήριο μέγαλο πλοῖο πρὸς Πειραιᾶ—Ἡράκλειο. Τὸ πλοῖο ἔχει χωρητικότητα 18.000 τόνων καὶ μπορεῖ νὰ μεταφέρει 1.320 ἐπιβάτες καὶ 500 αὐτοκίνητα. xyxy=(903,1721,1121,1849)
center-right-subcolumns xyxy=(676,786,1121,2260)
paragraph: ΟΛΟΙ οἱ φίλαθλοι πρέπει νὰ βοηθήσουν σήμερα τὸ ΠΟΑ στὸν κρίσιμο ἀγώνα ποὺ δίνει στὸ γήπεδο τοῦ μὲ τὸν Ἅγιο Δημήτριο, στὰ πλαίσια τοῦ πρωταθλήματος Ἐθνικῆς Ἐρασιτεχνικῆς Κατηγορίας. ΓΙΑ τὸν ἀγώνα αὐτὸ στὴ διάθεση τοῦ προπονητοῦ τοῦ ΠΟΑ κ. Βορόη βρίσκονται οἱ ἑξῆς ποδοσφαιριστές: Πετράκης, Σηφάκης, Κουμιωτάκης, Κυριζόγλου, Μιχαηλίδης, Κανδυλάκης, xyxy=(1357,307,1569,434)
anon-signature: Ἡράκλειο 15 Ἀπριλίου 1981 — Τὸ Δ.Σ. — Νικόλαος Μ. Μεταξᾶς xyxy=(457,1469,652,1496)
signature-left: Ὁ Πρόεδρος Κων. Τουτουντζάκης xyxy=(107,1765,210,1792)
paragraph: ΜΠΑΧΡΕΪΝ 5 (ΑΠΕ ΡΟΥΤΕΡ) — Ὁ Πρόεδρος τῆς Ὀργάνωσης γιὰ τὴν Ἀπελευθέρωση τῆς Παλαιστίνης Γιάσερ Ἀραφάτ, ἔφτασε σήμερα στὸ Ριάντ γιὰ συνομιλίες μὲ τοὺς Σαουδάραβες ἡγέτες σχετικὰ μὲ τὴν κρίση στὸ Λίβανο. Ἡ Σαουδικὴ Ἀραβία ἔχει ἀναλάβει πρωτοβουλία γιὰ τὴν ἐπίλυση τῆς κρίσης. xyxy=(1136,1875,1348,1988)
column-rule xyxy=(1126,97,1127,2312)
paragraph: — Ἡ σύσταση εἰδικοῦ ὀργανισμοῦ, ποὺ θὰ περιλαμβάνει συνεταιριστικὲς ὀργανώσεις ἀγροτῶν—παραγωγῶν, οἱ ὁποῖες θὰ διοικοῦν τὸν ἐν λόγῳ ὀργανισμό, καὶ γενικά, θὰ διαχειρίζονται καὶ θὰ καταξιώνουν ἔμπορικὰ τὰ προϊόντα τους. xyxy=(272,642,435,756)
right-column xyxy=(1136,97,1569,2312)
paragraph: Χιλιάδες κόσμου ἐπισκέπτονται καθημερινὰ ἀπὸ τὴν πρώτη τοῦ Πάσχα ποὺ ἄνοιξε, ἡ κινητὴ ἔκθεση τοῦ Ὑπουργείου Γεωργίας ἡ «ΕΛΛΗΝΙΚΗ ΓΕΩΡΓΙΑ ΣΤΙΣ ΕΥΡΩΠΑΪΚΕΣ ΚΟΙΝΟΤΗΤΕΣ» στὴ Βασιλικὴ τοῦ Ἁγίου Μάρκου. Οἱ ἐπισκέπτες, ἰδιαίτερα οἱ ἀγρότες, ἐνημερώνονται γιὰ τὶς προοπτικὲς τῆς γεωργίας μας μετὰ τὴν ἔνταξη στὴν ΕΟΚ. xyxy=(903,869,1121,983)
anon-sub: ΠΡΟΣΚΛΗΣΗ xyxy=(518,1193,592,1207)
divider xyxy=(676,1643,1121,1644)
paragraph: ΟΛΟΙ οἱ φίλαθλοι πρέπει νὰ βοηθήσουν σήμερα τὸ ΠΟΑ στὸν κρίσιμο ἀγώνα ποὺ δίνει στὸ γήπεδο τοῦ μὲ τὸν Ἅγιο Δημήτριο, στὰ πλαίσια τοῦ πρωταθλήματος Ἐθνικῆς Ἐρασιτεχνικῆς Κατηγορίας. ΓΙΑ τὸν ἀγώνα αὐτὸ στὴ διάθεση τοῦ προπονητοῦ τοῦ ΠΟΑ κ. Βορόη βρίσκονται οἱ ἑξῆς ποδοσφαιριστές: Πετράκης, Σηφάκης, Κουμιωτάκης, Κυριζόγλου, Μιχαηλίδης, Κανδυλάκης, Καστρινάκης. xyxy=(1136,220,1348,362)
athletics-banner xyxy=(1136,97,1569,149)
notice-title: ΠΡΟΣΚΛΗΣΗ xyxy=(188,1388,344,1415)
